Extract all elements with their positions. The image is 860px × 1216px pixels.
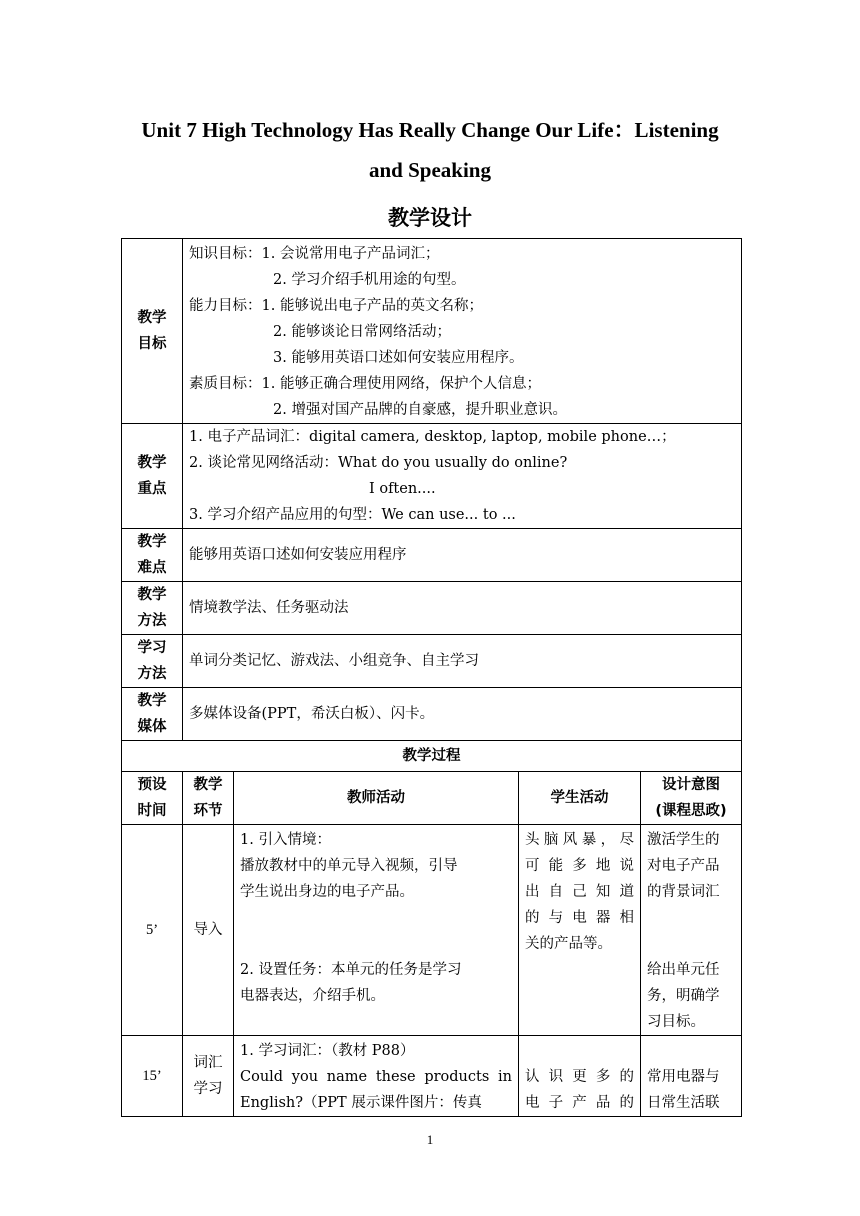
goals-content	[183, 239, 742, 424]
row-time: 15’	[122, 1036, 183, 1117]
row-teacher-activity: 1. 学习词汇：（教材 P88） Could you name these products in English?（PPT 展示课件图片：传真	[234, 1036, 519, 1117]
process-header-row	[122, 772, 742, 825]
media-content: 多媒体设备(PPT，希沃白板）、闪卡。	[183, 688, 742, 741]
difficulty-content: 能够用英语口述如何安装应用程序	[183, 529, 742, 582]
key-point-line: 2. 谈论常见网络活动：What do you usually do online?	[189, 455, 568, 471]
learning-method-label: 学习 方法	[122, 635, 183, 688]
row-student-activity: 认识更多的 电子产品的	[519, 1036, 641, 1117]
media-label: 教学 媒体	[122, 688, 183, 741]
header-design: 设计意图 (课程思政)	[641, 772, 742, 825]
process-row	[122, 1036, 742, 1117]
process-title-row	[122, 741, 742, 772]
goal-line: 2. 学习介绍手机用途的句型。	[273, 272, 466, 288]
goals-row	[122, 239, 742, 424]
header-teacher: 教师活动	[234, 772, 519, 825]
goal-line: 能力目标：1. 能够说出电子产品的英文名称；	[189, 298, 483, 314]
header-time: 预设 时间	[122, 772, 183, 825]
goal-line: 3. 能够用英语口述如何安装应用程序。	[273, 350, 524, 366]
document-title-line2: and Speaking	[369, 158, 491, 182]
key-points-row	[122, 424, 742, 529]
process-title: 教学过程	[122, 741, 742, 772]
process-row	[122, 825, 742, 1036]
document-title-chinese: 教学设计	[388, 206, 472, 230]
goal-line: 素质目标：1. 能够正确合理使用网络，保护个人信息；	[189, 376, 541, 392]
goal-line: 2. 能够谈论日常网络活动；	[273, 324, 451, 340]
row-teacher-activity: 1. 引入情境： 播放教材中的单元导入视频，引导 学生说出身边的电子产品。 2. 设置任务：本单元的任务是学习 电器表达，介绍手机。	[234, 825, 519, 1036]
media-row	[122, 688, 742, 741]
key-point-line: 1. 电子产品词汇：digital camera, desktop, laptop, mobile phone…；	[189, 429, 676, 445]
key-points-content	[183, 424, 742, 529]
row-design-intent: 激活学生的 对电子产品 的背景词汇 给出单元任 务，明确学 习目标。	[641, 825, 742, 1036]
goals-label: 教学 目标	[122, 239, 183, 424]
lesson-plan-table	[121, 238, 742, 1117]
row-stage: 导入	[183, 825, 234, 1036]
document-title-line1: Unit 7 High Technology Has Really Change Our Life：Listening	[141, 118, 719, 142]
learning-method-row	[122, 635, 742, 688]
key-point-line: 3. 学习介绍产品应用的句型：We can use... to ...	[189, 507, 516, 523]
row-design-intent: 常用电器与 日常生活联	[641, 1036, 742, 1117]
key-point-line: I often....	[369, 481, 436, 497]
difficulty-row	[122, 529, 742, 582]
header-stage: 教学 环节	[183, 772, 234, 825]
row-stage: 词汇 学习	[183, 1036, 234, 1117]
teaching-method-label: 教学 方法	[122, 582, 183, 635]
difficulty-label: 教学 难点	[122, 529, 183, 582]
teaching-method-row	[122, 582, 742, 635]
row-time: 5’	[122, 825, 183, 1036]
row-student-activity: 头脑风暴，尽 可能多地说 出自己知道 的与电器相 关的产品等。	[519, 825, 641, 1036]
key-points-label: 教学 重点	[122, 424, 183, 529]
goal-line: 知识目标：1. 会说常用电子产品词汇；	[189, 246, 440, 262]
learning-method-content: 单词分类记忆、游戏法、小组竞争、自主学习	[183, 635, 742, 688]
goal-line: 2. 增强对国产品牌的自豪感，提升职业意识。	[273, 402, 567, 418]
teaching-method-content: 情境教学法、任务驱动法	[183, 582, 742, 635]
page-number: 1	[426, 1132, 434, 1147]
header-student: 学生活动	[519, 772, 641, 825]
